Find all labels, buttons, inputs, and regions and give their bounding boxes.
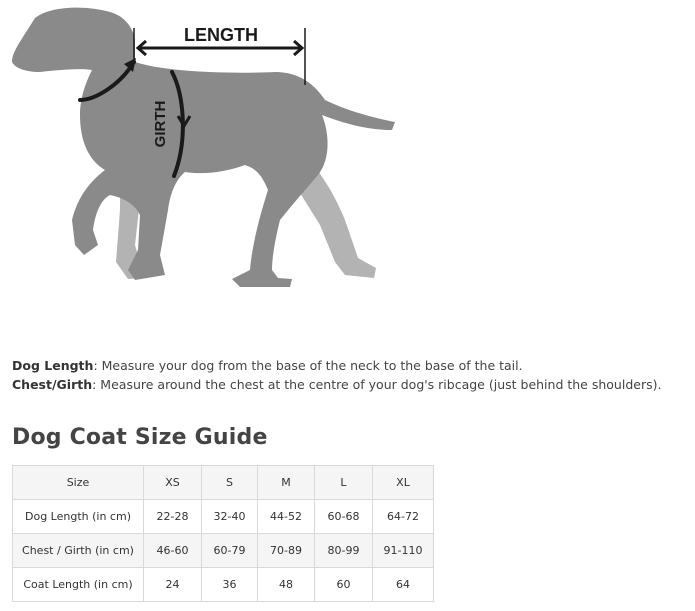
table-cell: 46-60: [144, 534, 202, 568]
measuring-notes: [12, 356, 661, 394]
table-cell: 60: [315, 568, 373, 602]
table-header-cell: L: [315, 466, 373, 500]
table-cell: 32-40: [202, 500, 258, 534]
note-chest-girth-term: Chest/Girth: [12, 377, 93, 392]
table-header-cell: XS: [144, 466, 202, 500]
table-cell: 48: [258, 568, 315, 602]
table-cell: 60-79: [202, 534, 258, 568]
dog-silhouette: [12, 8, 395, 287]
table-header-cell: XL: [373, 466, 434, 500]
table-cell: 91-110: [373, 534, 434, 568]
table-cell: 36: [202, 568, 258, 602]
table-row: [13, 568, 434, 602]
size-guide-title: Dog Coat Size Guide: [12, 425, 268, 450]
note-chest-girth: [12, 375, 661, 394]
table-cell: 60-68: [315, 500, 373, 534]
table-cell: 80-99: [315, 534, 373, 568]
table-header-cell: M: [258, 466, 315, 500]
length-label: LENGTH: [184, 25, 258, 45]
table-row: [13, 500, 434, 534]
note-dog-length-text: : Measure your dog from the base of the neck to the base of the tail.: [93, 358, 523, 373]
table-header-cell: S: [202, 466, 258, 500]
table-row: [13, 534, 434, 568]
row-label-cell: Chest / Girth (in cm): [13, 534, 144, 568]
table-cell: 22-28: [144, 500, 202, 534]
size-guide-table: [12, 465, 434, 602]
girth-label: GIRTH: [152, 100, 169, 148]
note-chest-girth-text: : Measure around the chest at the centre of your dog's ribcage (just behind the shoulders).: [92, 377, 662, 392]
row-label-cell: Coat Length (in cm): [13, 568, 144, 602]
table-cell: 24: [144, 568, 202, 602]
note-dog-length-term: Dog Length: [12, 358, 94, 373]
table-header-row: [13, 466, 434, 500]
table-cell: 70-89: [258, 534, 315, 568]
note-dog-length: [12, 356, 661, 375]
dog-measurement-illustration: [0, 0, 420, 300]
table-cell: 64-72: [373, 500, 434, 534]
table-header-cell: Size: [13, 466, 144, 500]
table-cell: 64: [373, 568, 434, 602]
table-cell: 44-52: [258, 500, 315, 534]
row-label-cell: Dog Length (in cm): [13, 500, 144, 534]
